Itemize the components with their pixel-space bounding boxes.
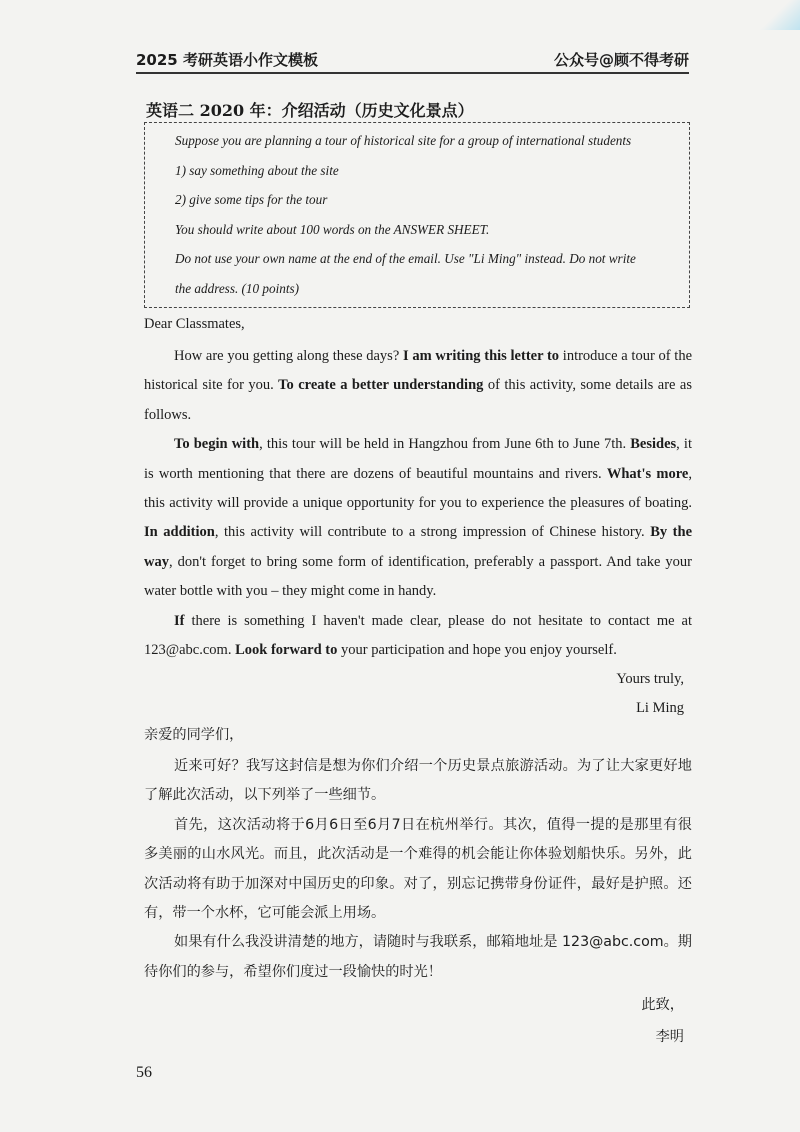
text-run: there is something I haven't made clear, please do not hesitate to contact me at 123@abc.com. (144, 612, 692, 659)
english-letter (144, 316, 692, 723)
text-run: , don't forget to bring some form of identification, preferably a passport. And take your water bottle with you – they might come in handy. (144, 553, 692, 600)
emphasized-phrase: To begin with (174, 436, 260, 453)
chinese-signature: 李明 (655, 1029, 684, 1046)
prompt-line: 1) say something about the site (175, 162, 339, 178)
prompt-line: the address. (10 points) (175, 280, 300, 296)
text-run: , this activity will provide a unique opportunity for you to experience the pleasures of boating. (144, 465, 692, 512)
emphasized-phrase: Look forward to (235, 642, 338, 659)
chinese-letter (144, 722, 692, 1051)
text-run: , it is worth mentioning that there are dozens of beautiful mountains and rivers. (144, 436, 692, 482)
text-run: introduce a tour of the historical site for you. (144, 348, 693, 394)
text-run: How are you getting along these days? (174, 348, 403, 364)
emphasized-phrase: What's more (606, 465, 689, 482)
page-number: 56 (136, 1064, 152, 1081)
emphasized-phrase: I am writing this letter to (403, 348, 560, 364)
text-run: of this activity, some details are as follows. (144, 377, 692, 423)
text-run: , this tour will be held in Hangzhou from June 6th to June 7th. (259, 436, 631, 453)
prompt-line: You should write about 100 words on the ANSWER SHEET. (175, 221, 490, 237)
text-run: , this activity will contribute to a strong impression of Chinese history. (214, 524, 651, 541)
writing-prompt-box (144, 122, 690, 308)
header-account-name: 公众号@顾不得考研 (553, 51, 689, 69)
text-run: your participation and hope you enjoy yourself. (337, 642, 617, 659)
chinese-paragraph-2: 首先，这次活动将于6月6日至6月7日在杭州举行。其次，值得一提的是那里有很多美丽的山水风光。而且，此次活动是一个难得的机会能让你体验划船快乐。另外，此次活动将有助于加深对中国历史的印象。对了，别忘记携带身份证件，最好是护照。还有，带一个水杯，它可能会派上用场。 (144, 816, 692, 922)
english-signature: Li Ming (636, 700, 684, 717)
chinese-paragraph-1: 近来可好？我写这封信是想为你们介绍一个历史景点旅游活动。为了让大家更好地了解此次活动，以下列举了一些细节。 (144, 758, 692, 804)
prompt-line: 2) give some tips for the tour (175, 192, 328, 208)
english-paragraph-1 (144, 342, 692, 430)
prompt-line: Suppose you are planning a tour of historical site for a group of international students (175, 133, 632, 148)
emphasized-phrase: To create a better understanding (278, 377, 484, 394)
english-closing: Yours truly, (616, 671, 684, 688)
corner-decoration (740, 0, 800, 30)
chinese-greeting: 亲爱的同学们， (144, 727, 244, 743)
running-header (136, 46, 689, 70)
emphasized-phrase: In addition (144, 524, 215, 541)
emphasized-phrase: Besides (630, 436, 677, 453)
task-title: 英语二 2020 年：介绍活动（历史文化景点） (146, 101, 474, 120)
emphasized-phrase: By the way (144, 524, 693, 570)
chinese-closing: 此致， (641, 997, 684, 1014)
chinese-paragraph-3: 如果有什么我没讲清楚的地方，请随时与我联系，邮箱地址是 123@abc.com。期待你们的参与，希望你们度过一段愉快的时光！ (144, 934, 692, 980)
english-paragraph-2 (144, 430, 692, 606)
header-divider (136, 72, 689, 74)
english-paragraph-3 (144, 607, 692, 666)
emphasized-phrase: If (174, 612, 185, 629)
header-book-title: 2025 考研英语小作文模板 (136, 51, 318, 69)
english-greeting: Dear Classmates, (144, 316, 245, 332)
prompt-line: Do not use your own name at the end of the email. Use "Li Ming" instead. Do not write (175, 251, 636, 267)
